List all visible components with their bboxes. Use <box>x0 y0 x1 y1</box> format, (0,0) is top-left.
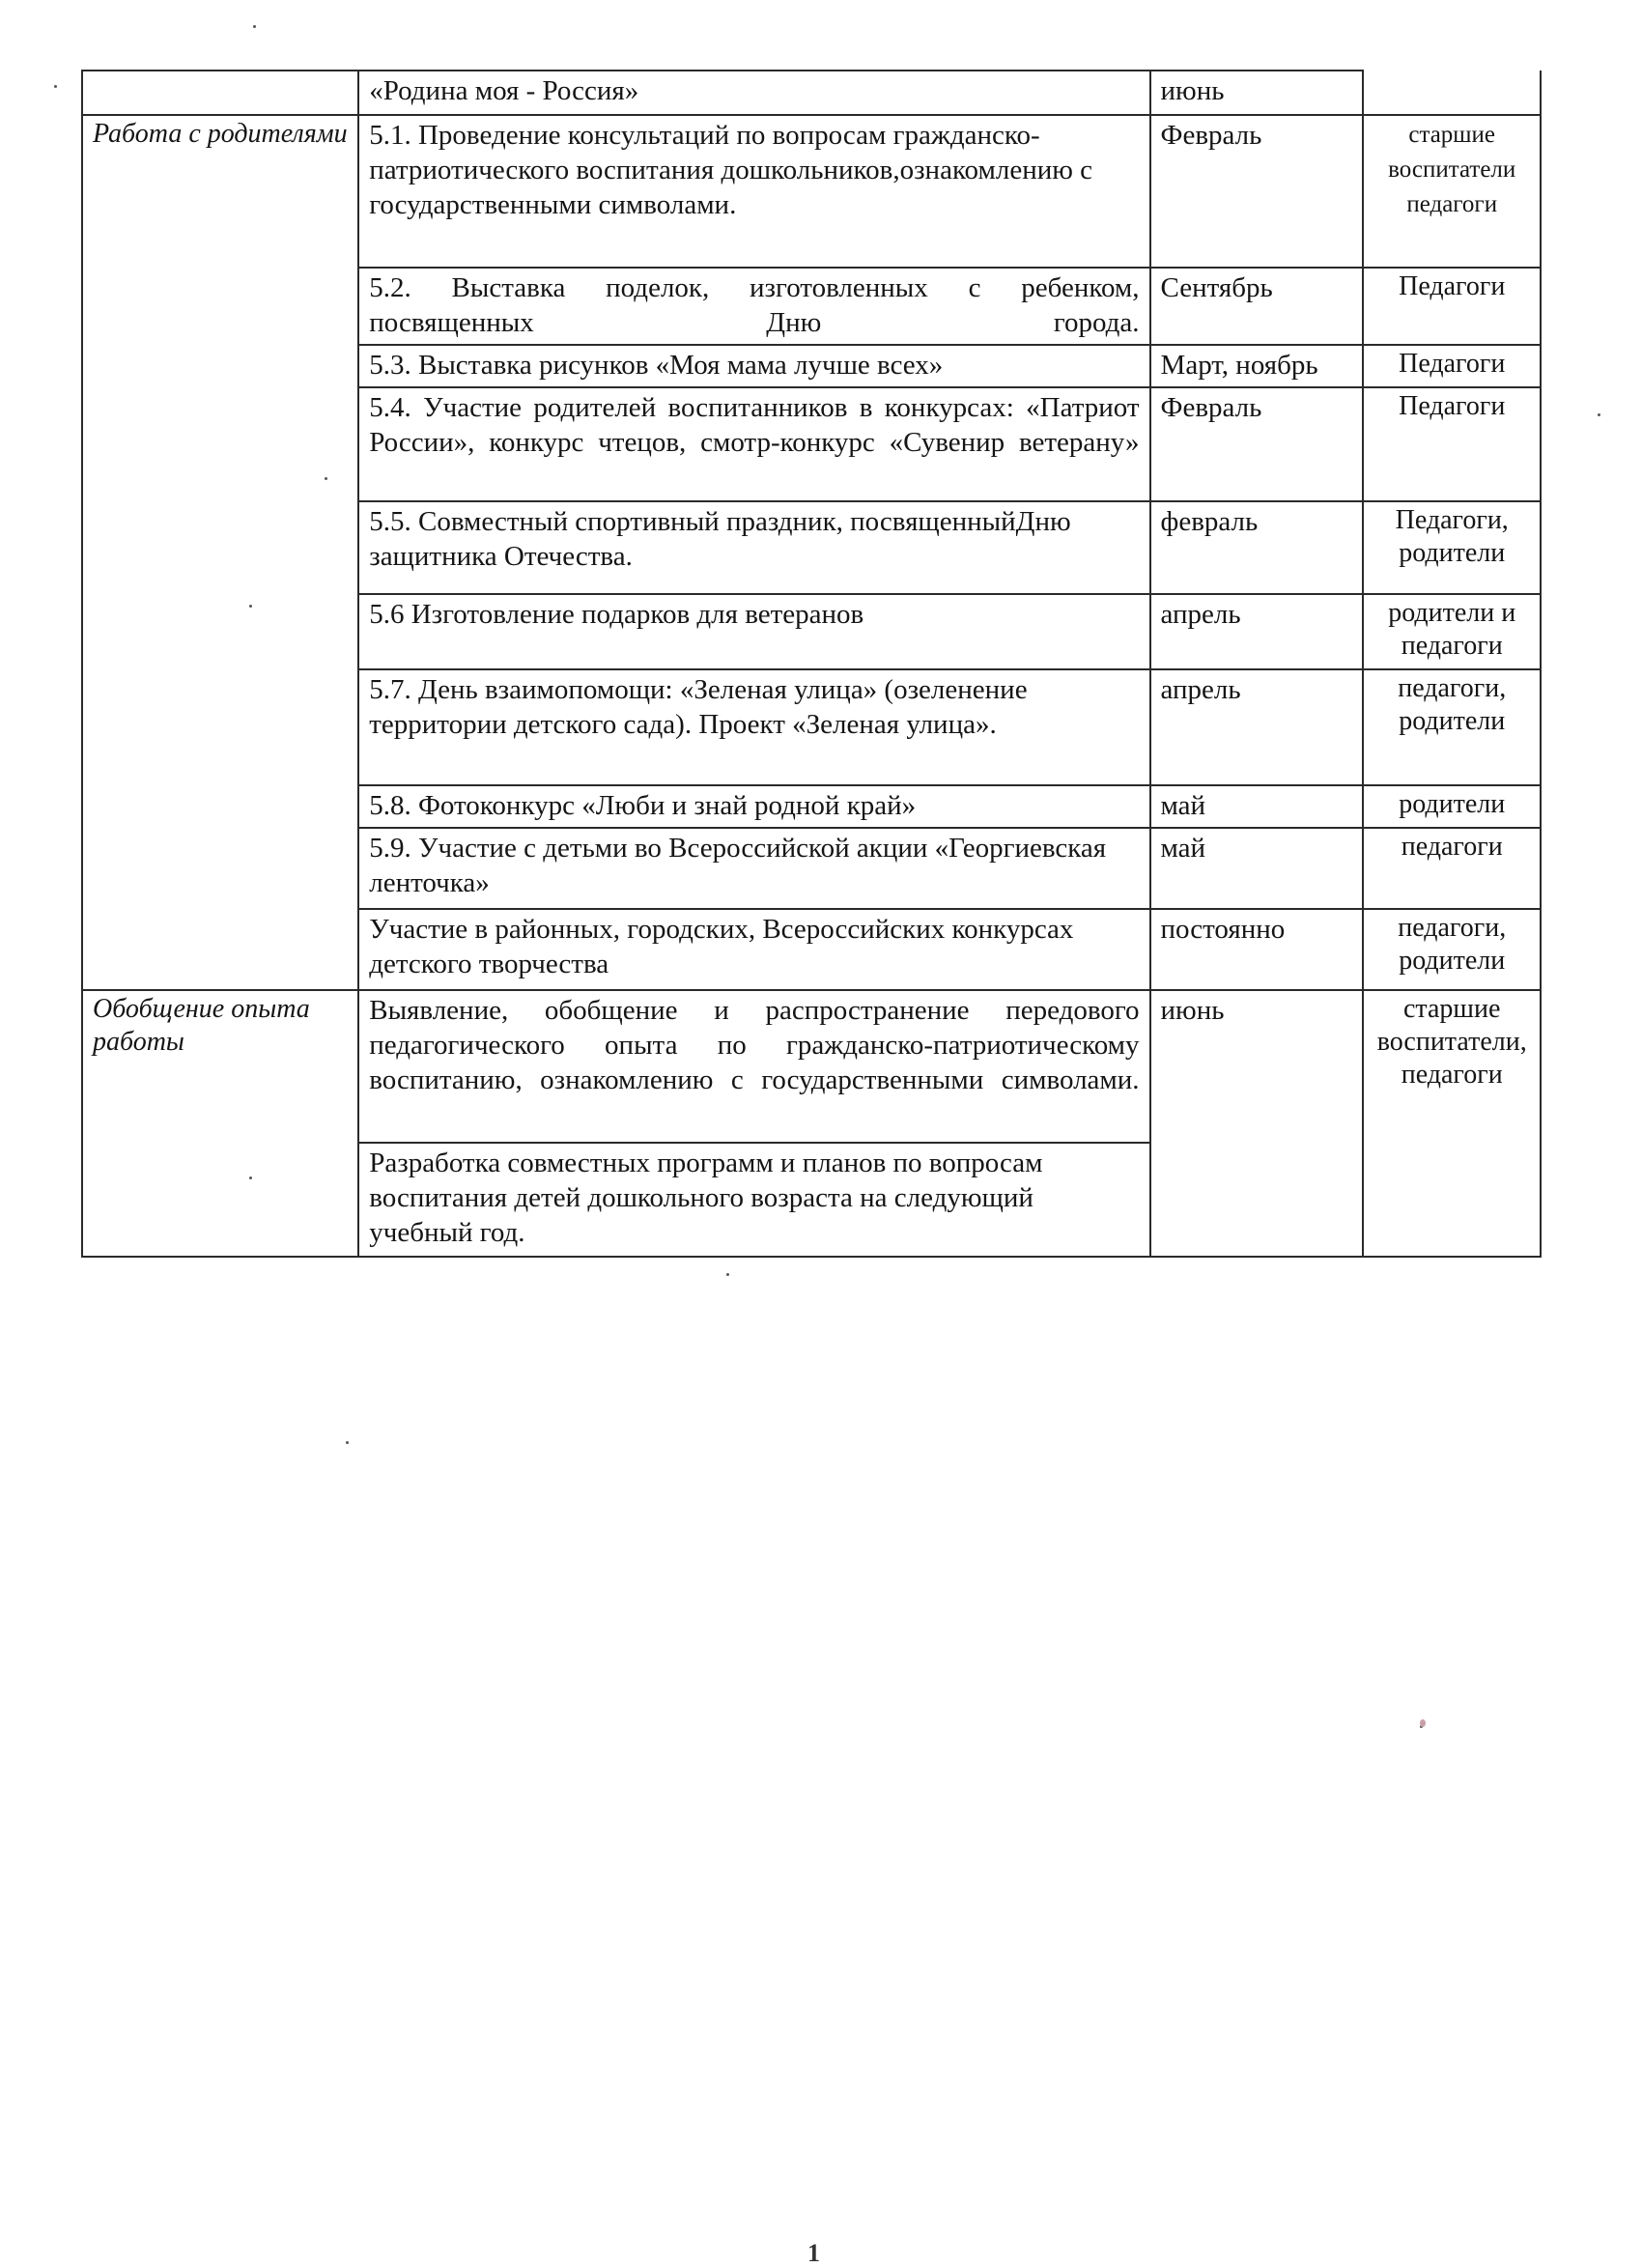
plan-table <box>81 70 1542 1258</box>
responsible-cell: Педагоги <box>1363 345 1541 387</box>
scan-speck <box>1598 413 1600 416</box>
term-cell: Февраль <box>1150 115 1364 268</box>
term-cell: Февраль <box>1150 387 1364 501</box>
term-cell: Сентябрь <box>1150 268 1364 345</box>
event-cell: 5.8. Фотоконкурс «Люби и знай родной край» <box>358 785 1149 828</box>
scan-speck <box>1420 1719 1426 1727</box>
event-cell: 5.5. Совместный спортивный праздник, посвященныйДню защитника Отечества. <box>358 501 1149 594</box>
responsible-cell-empty <box>1363 71 1541 115</box>
event-cell: 5.4. Участие родителей воспитанников в конкурсах: «Патриот России», конкурс чтецов, смотр-конкурс «Сувенир ветерану» <box>358 387 1149 501</box>
page-number: 1 <box>807 2239 820 2267</box>
event-cell: 5.3. Выставка рисунков «Моя мама лучше всех» <box>358 345 1149 387</box>
event-cell: 5.7. День взаимопомощи: «Зеленая улица» (озеленение территории детского сада). Проект «Зеленая улица». <box>358 669 1149 785</box>
event-cell: 5.1. Проведение консультаций по вопросам гражданско-патриотического воспитания дошкольников,ознакомлению с государственными символами. <box>358 115 1149 268</box>
term-cell: июнь <box>1150 990 1364 1257</box>
section-title: Обобщение опыта работы <box>82 990 358 1257</box>
event-cell: 5.2. Выставка поделок, изготовленных с ребенком, посвященных Дню города. <box>358 268 1149 345</box>
responsible-cell: Педагоги <box>1363 268 1541 345</box>
scan-speck <box>54 85 57 88</box>
event-cell: 5.6 Изготовление подарков для ветеранов <box>358 594 1149 669</box>
responsible-cell: родители <box>1363 785 1541 828</box>
table-row <box>82 990 1541 1143</box>
section-title: Работа с родителями <box>82 115 358 990</box>
scan-speck <box>346 1441 349 1444</box>
term-cell: февраль <box>1150 501 1364 594</box>
scan-speck <box>325 477 327 480</box>
responsible-cell: Педагоги, родители <box>1363 501 1541 594</box>
term-cell: постоянно <box>1150 909 1364 990</box>
responsible-cell: родители и педагоги <box>1363 594 1541 669</box>
term-cell: июнь <box>1150 71 1364 115</box>
term-cell: апрель <box>1150 594 1364 669</box>
term-cell: Март, ноябрь <box>1150 345 1364 387</box>
responsible-cell: педагоги, родители <box>1363 669 1541 785</box>
scan-speck <box>249 1177 252 1179</box>
event-cell: Разработка совместных программ и планов по вопросам воспитания детей дошкольного возраста на следующий учебный год. <box>358 1143 1149 1257</box>
term-cell: апрель <box>1150 669 1364 785</box>
responsible-cell: старшие воспитатели, педагоги <box>1363 990 1541 1257</box>
responsible-cell: Педагоги <box>1363 387 1541 501</box>
responsible-cell: старшие воспитатели педагоги <box>1363 115 1541 268</box>
event-cell: Выявление, обобщение и распространение передового педагогического опыта по гражданско-патриотическому воспитанию, ознакомлению с государственными символами. <box>358 990 1149 1143</box>
section-cell-empty <box>82 71 358 115</box>
event-cell: Участие в районных, городских, Всероссийских конкурсах детского творчества <box>358 909 1149 990</box>
event-cell: «Родина моя - Россия» <box>358 71 1149 115</box>
table-row <box>82 71 1541 115</box>
scan-speck <box>726 1273 729 1276</box>
responsible-cell: педагоги <box>1363 828 1541 909</box>
event-cell: 5.9. Участие с детьми во Всероссийской акции «Георгиевская ленточка» <box>358 828 1149 909</box>
table-row <box>82 115 1541 268</box>
scan-speck <box>249 605 252 608</box>
term-cell: май <box>1150 828 1364 909</box>
responsible-cell: педагоги, родители <box>1363 909 1541 990</box>
term-cell: май <box>1150 785 1364 828</box>
scan-speck <box>253 25 256 28</box>
